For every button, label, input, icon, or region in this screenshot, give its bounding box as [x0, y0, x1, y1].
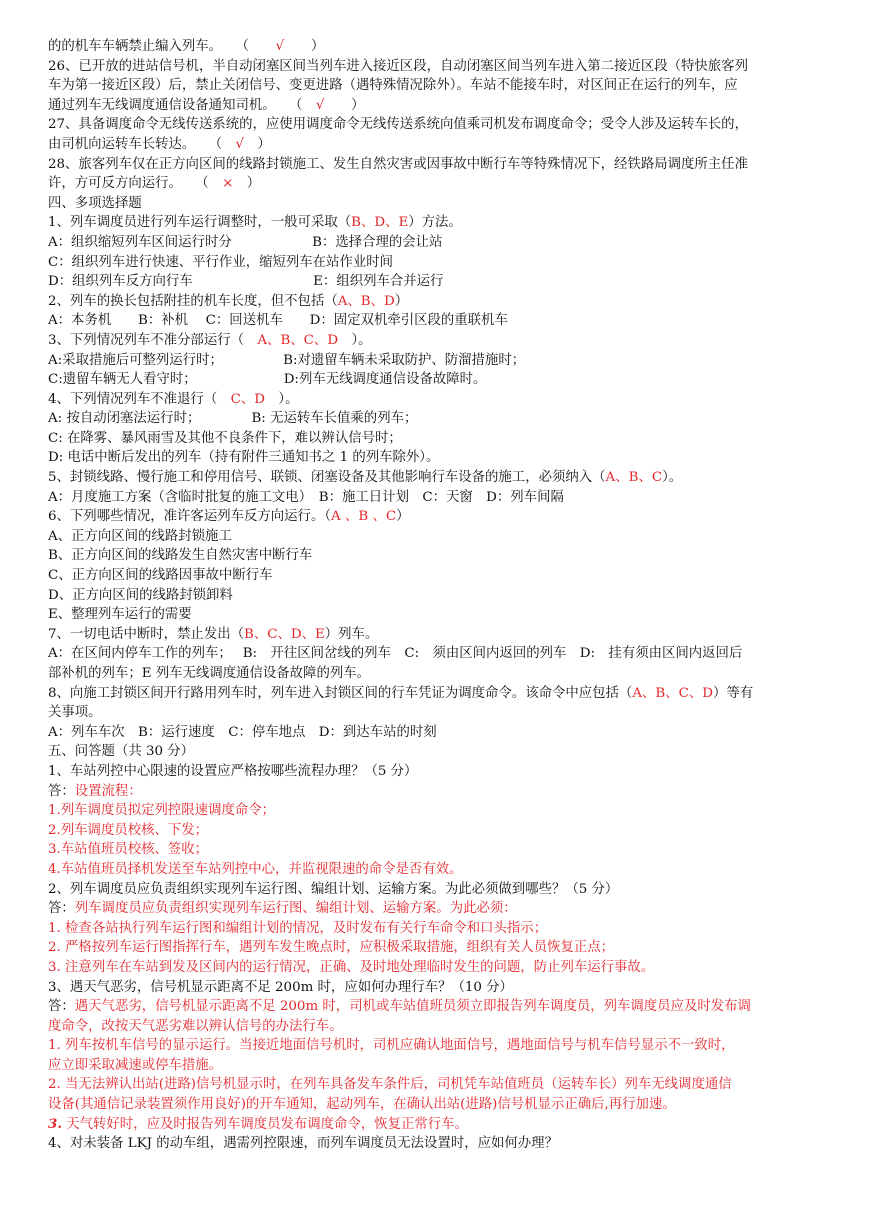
text-line [48, 742, 847, 762]
text-line [48, 351, 847, 371]
body-text: D、正方向区间的线路封锁卸料 [48, 587, 233, 603]
body-text: 26、已开放的进站信号机，半自动闭塞区间当列车进入接近区段，自动闭塞区间当列车进入第二接近区段（特快旅客列 [48, 58, 748, 74]
answer-text: A、B、D [337, 293, 395, 309]
body-text: A：月度施工方案（含临时批复的施工文电） B：施工日计划 C：天窗 D：列车间隔 [48, 489, 564, 505]
answer-text: 3.车站值班员校核、签收； [48, 842, 209, 858]
body-text: C: 在降雾、暴风雨雪及其他不良条件下，难以辨认信号时； [48, 430, 402, 446]
answer-text: C、D [230, 391, 265, 407]
text-line [48, 664, 847, 684]
body-text: 答： [48, 901, 75, 917]
answer-text: B、C、D、E [244, 626, 325, 642]
body-text: E、整理列车运行的需要 [48, 607, 192, 623]
text-line [48, 919, 847, 939]
body-text: 通过列车无线调度通信设备通知司机。 （ [48, 97, 316, 113]
text-line [48, 390, 847, 410]
body-text: D：组织列车反方向行车 E：组织列车合并运行 [48, 274, 444, 290]
text-line [48, 1095, 847, 1115]
answer-text: 1. 检查各站执行列车运行图和编组计划的情况，及时发布有关行车命令和口头指示； [48, 920, 548, 936]
answer-text: 天气转好时，应及时报告列车调度员发布调度命令，恢复正常行车。 [61, 1116, 468, 1132]
body-text: A：在区间内停车工作的列车； B: 开往区间岔线的列车 C: 须由区间内返回的列车 D: 挂有须由区间内返回后 [48, 646, 743, 662]
text-line [48, 527, 847, 547]
text-line [48, 958, 847, 978]
body-text: ）等有 [713, 685, 754, 701]
body-text: 6、下列哪些情况，准许客运列车反方向运行。（ [48, 509, 332, 525]
text-line [48, 213, 847, 233]
text-line [48, 840, 847, 860]
text-line [48, 57, 847, 77]
body-text: 车为第一接近区段）后，禁止关闭信号、变更进路（遇特殊情况除外）。车站不能接车时，对区间正在运行的列车，应 [48, 78, 738, 94]
text-line [48, 801, 847, 821]
answer-text: A、B、C、D [632, 685, 713, 701]
text-line [48, 880, 847, 900]
body-text: ） [324, 97, 365, 113]
body-text: ）。 [264, 391, 299, 407]
body-text: ）。 [662, 470, 683, 486]
body-text: 答： [48, 783, 75, 799]
answer-text: 3. [48, 1115, 62, 1132]
text-line [48, 507, 847, 527]
body-text: A:采取措施后可整列运行时； B:对遗留车辆未采取防护、防溜措施时； [48, 352, 526, 368]
answer-text: 2. 当无法辨认出站(进路)信号机显示时，在列车具备发车条件后，司机凭车站值班员（运转车长）列车无线调度通信 [48, 1077, 732, 1093]
text-line [48, 978, 847, 998]
text-line [48, 96, 847, 116]
text-line [48, 762, 847, 782]
body-text: 关事项。 [48, 705, 102, 721]
text-line [48, 566, 847, 586]
answer-text: 设置流程： [74, 783, 142, 799]
body-text: A：列车车次 B：运行速度 C：停车地点 D：到达车站的时刻 [48, 724, 437, 740]
text-line [48, 253, 847, 273]
answer-text: 2.列车调度员校核、下发； [48, 822, 209, 838]
body-text: 1、列车调度员进行列车运行调整时，一般可采取（ [48, 215, 352, 231]
body-text: 部补机的列车；E 列车无线调度通信设备故障的列车。 [48, 666, 371, 681]
text-line [48, 1056, 847, 1076]
body-text: B、正方向区间的线路发生自然灾害中断行车 [48, 548, 313, 564]
text-line [48, 311, 847, 331]
body-text: D: 电话中断后发出的列车（持有附件三通知书之 1 的列车除外）。 [48, 450, 440, 466]
text-line [48, 468, 847, 488]
body-text: ）。 [338, 332, 372, 348]
answer-text: A、B、C [605, 470, 663, 486]
text-line [48, 703, 847, 723]
answer-text: B、D、E [351, 215, 409, 231]
text-line [48, 1134, 847, 1154]
body-text: 3、下列情况列车不准分部运行（ [48, 332, 258, 348]
answer-text: 2. 严格按列车运行图指挥行车，遇列车发生晚点时，应积极采取措施，组织有关人员恢复正点； [48, 940, 615, 956]
text-line [48, 1017, 847, 1037]
text-line [48, 684, 847, 704]
body-text: 2、列车调度员应负责组织实现列车运行图、编组计划、运输方案。为此必须做到哪些？（5 分） [48, 881, 619, 897]
text-line [48, 409, 847, 429]
text-line [48, 194, 847, 214]
answer-text: 3. 注意列车在车站到发及区间内的运行情况，正确、及时地处理临时发生的问题，防止列车运行事故。 [48, 959, 655, 975]
text-line [48, 644, 847, 664]
body-text: ）列车。 [324, 626, 379, 642]
answer-text: 遇天气恶劣，信号机显示距离不足 200m 时，司机或车站值班员须立即报告列车调度员，列车调度员应及时发布调 [74, 999, 751, 1015]
text-line [48, 174, 847, 194]
text-line [48, 488, 847, 508]
answer-text: 列车调度员应负责组织实现列车运行图、编组计划、运输方案。为此必须： [74, 901, 517, 917]
body-text: 8、向施工封锁区间开行路用列车时，列车进入封锁区间的行车凭证为调度命令。该命令中应包括（ [48, 685, 633, 701]
text-line [48, 115, 847, 135]
body-text: 4、对未装备 LKJ 的动车组，遇需列控限速，而列车调度员无法设置时，应如何办理？ [48, 1136, 558, 1152]
body-text: C:遗留车辆无人看守时； D:列车无线调度通信设备故障时。 [48, 372, 487, 388]
text-line [48, 135, 847, 155]
body-text: 27、具备调度命令无线传送系统的，应使用调度命令无线传送系统向值乘司机发布调度命令；受令人涉及运转车长的， [48, 117, 748, 133]
body-text: 5、封锁线路、慢行施工和停用信号、联锁、闭塞设备及其他影响行车设备的施工，必须纳入（ [48, 470, 606, 486]
answer-text: √ [315, 97, 325, 113]
body-text: A：本务机 B：补机 C：回送机车 D：固定双机牵引区段的重联机车 [48, 313, 508, 329]
text-line [48, 586, 847, 606]
text-line [48, 292, 847, 312]
text-line [48, 1115, 847, 1135]
text-line [48, 546, 847, 566]
text-line [48, 1036, 847, 1056]
text-line [48, 272, 847, 292]
body-text: 许，方可反方向运行。 （ [48, 176, 223, 192]
text-line [48, 429, 847, 449]
answer-text: 1.列车调度员拟定列控限速调度命令； [48, 803, 276, 819]
text-line [48, 370, 847, 390]
body-text: 28、旅客列车仅在正方向区间的线路封锁施工、发生自然灾害或因事故中断行车等特殊情况下，经铁路局调度所主任准 [48, 156, 748, 172]
body-text: 1、车站列控中心限速的设置应严格按哪些流程办理？（5 分） [48, 763, 418, 779]
text-line [48, 331, 847, 351]
answer-text: 1. 列车按机车信号的显示运行。当接近地面信号机时，司机应确认地面信号，遇地面信号与机车信号显示不一致时， [48, 1038, 735, 1054]
body-text: A、正方向区间的线路封锁施工 [48, 528, 232, 544]
body-text: A: 按自动闭塞法运行时； B: 无运转车长值乘的列车； [48, 411, 418, 427]
text-line [48, 997, 847, 1017]
text-line [48, 938, 847, 958]
body-text: 五、问答题（共 30 分） [48, 744, 195, 760]
body-text: 2、列车的换长包括附挂的机车长度，但不包括（ [48, 293, 338, 309]
body-text: ） [233, 176, 261, 192]
answer-text: 4.车站值班员择机发送至车站列控中心，并监视限速的命令是否有效。 [48, 861, 463, 877]
answer-text: A、B、C、D [257, 332, 339, 348]
answer-text: 设备(其通信记录装置须作用良好)的开车通知，起动列车，在确认出站(进路)信号机显示正确后,再行加速。 [48, 1097, 676, 1113]
answer-text: A 、B 、C [331, 509, 397, 525]
body-text: ） [396, 509, 410, 525]
body-text: 4、下列情况列车不准退行（ [48, 391, 231, 407]
text-line [48, 723, 847, 743]
body-text: C：组织列车进行快速、平行作业，缩短列车在站作业时间 [48, 254, 394, 270]
text-line [48, 37, 847, 57]
answer-text: 度命令，改按天气恶劣难以辨认信号的办法行车。 [48, 1018, 343, 1034]
body-text: 由司机向运转车长转达。 （ [48, 136, 236, 152]
text-line [48, 76, 847, 96]
answer-text: × [222, 176, 234, 192]
text-line [48, 782, 847, 802]
text-line [48, 605, 847, 625]
answer-text: √ [275, 39, 285, 54]
body-text: 3、遇天气恶劣，信号机显示距离不足 200m 时，应如何办理行车？（10 分） [48, 979, 513, 995]
text-line [48, 899, 847, 919]
body-text: ） [284, 39, 325, 54]
body-text: ）方法。 [408, 215, 462, 231]
body-text: 四、多项选择题 [48, 195, 142, 211]
text-line [48, 1075, 847, 1095]
body-text: ） [244, 136, 271, 152]
text-line [48, 860, 847, 880]
body-text: A：组织缩短列车区间运行时分 B：选择合理的会让站 [48, 234, 443, 250]
body-text: 7、一切电话中断时，禁止发出（ [48, 626, 244, 642]
body-text: ） [394, 293, 409, 309]
body-text: 的的机车车辆禁止编入列车。 （ [48, 39, 276, 54]
answer-text: 应立即采取减速或停车措施。 [48, 1057, 223, 1073]
text-line [48, 625, 847, 645]
body-text: 答： [48, 999, 75, 1015]
text-line [48, 448, 847, 468]
text-line [48, 155, 847, 175]
text-line [48, 821, 847, 841]
body-text: C、正方向区间的线路因事故中断行车 [48, 568, 273, 584]
text-line [48, 233, 847, 253]
answer-text: √ [235, 136, 245, 152]
